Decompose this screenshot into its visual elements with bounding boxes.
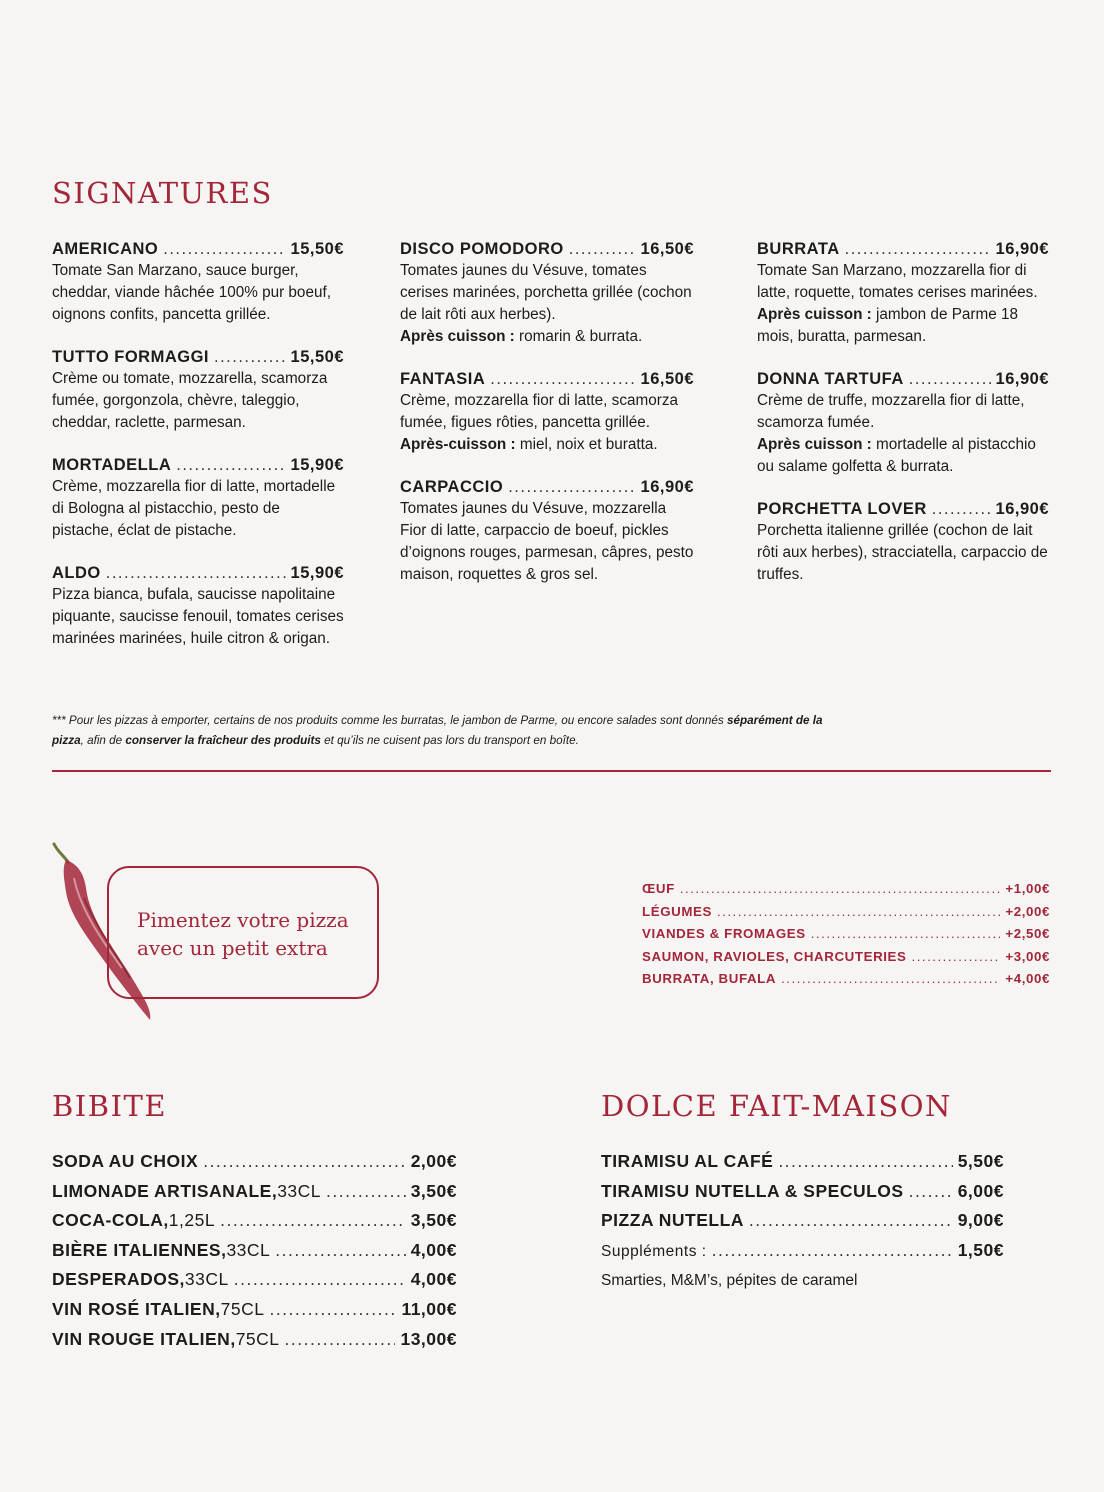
extra-item bbox=[642, 968, 1050, 991]
leader-dots bbox=[490, 368, 635, 390]
description-text: Tomates jaunes du Vésuve, tomates cerises marinées, porchetta grillée (cochon de lait rôti aux herbes). bbox=[400, 262, 692, 323]
item-name: TIRAMISU AL CAFÉ bbox=[601, 1151, 774, 1171]
item-name: PORCHETTA LOVER bbox=[757, 500, 927, 518]
description-line bbox=[757, 260, 1049, 304]
description-text: Crème ou tomate, mozzarella, scamorza fumée, gorgonzola, chèvre, taleggio, cheddar, raclette, parmesan. bbox=[52, 370, 328, 431]
description-text: Crème, mozzarella fior di latte, scamorza fumée, figues rôties, pancetta grillée. bbox=[400, 392, 678, 431]
item-size: 33CL bbox=[277, 1180, 322, 1201]
drink-item bbox=[52, 1206, 457, 1236]
pizza-description bbox=[52, 584, 344, 650]
dessert-item bbox=[601, 1147, 1004, 1177]
extra-item bbox=[642, 923, 1050, 946]
extras-callout-text: Pimentez votre pizza avec un petit extra bbox=[137, 908, 349, 960]
leader-dots bbox=[680, 878, 1001, 901]
item-price: 15,50€ bbox=[290, 348, 344, 366]
leader-dots bbox=[717, 901, 1000, 924]
item-name: AMERICANO bbox=[52, 240, 159, 258]
item-name: CARPACCIO bbox=[400, 478, 504, 496]
leader-dots bbox=[220, 1206, 406, 1236]
extras-list bbox=[642, 878, 1050, 991]
extra-item bbox=[642, 901, 1050, 924]
pizza-description bbox=[400, 498, 694, 586]
extra-item bbox=[642, 878, 1050, 901]
extra-item bbox=[642, 946, 1050, 969]
drink-item bbox=[52, 1295, 457, 1325]
item-price: 11,00€ bbox=[401, 1298, 457, 1319]
leader-dots bbox=[214, 346, 286, 368]
description-text: jambon de Parme 18 mois, buratta, parmesan. bbox=[757, 306, 1019, 345]
leader-dots bbox=[176, 454, 285, 476]
description-line bbox=[52, 260, 344, 326]
bibite-list bbox=[52, 1147, 457, 1354]
signatures-column-3 bbox=[757, 238, 1049, 606]
pizza-description bbox=[400, 260, 694, 348]
item-price: 4,00€ bbox=[410, 1239, 457, 1260]
pizza-item bbox=[52, 238, 344, 326]
pizza-header bbox=[757, 238, 1049, 260]
supplement-price: 1,50€ bbox=[957, 1239, 1004, 1260]
pizza-header bbox=[757, 368, 1049, 390]
leader-dots bbox=[781, 968, 1000, 991]
pizza-description bbox=[52, 260, 344, 326]
item-price: 3,50€ bbox=[410, 1180, 457, 1201]
item-size: 75CL bbox=[220, 1298, 265, 1319]
pizza-item bbox=[757, 498, 1049, 586]
description-text: Tomate San Marzano, mozzarella fior di latte, roquette, tomates cerises marinées. bbox=[757, 262, 1038, 301]
item-price: 16,90€ bbox=[995, 370, 1049, 388]
item-name: DISCO POMODORO bbox=[400, 240, 564, 258]
item-name: LÉGUMES bbox=[642, 903, 712, 919]
description-line bbox=[52, 584, 344, 650]
bibite-title: BIBITE bbox=[52, 1089, 168, 1123]
description-text: mortadelle al pistacchio ou salame golfetta & burrata. bbox=[757, 436, 1036, 475]
signatures-column-2 bbox=[400, 238, 694, 606]
item-size: 33CL bbox=[226, 1239, 271, 1260]
pizza-header bbox=[52, 454, 344, 476]
pizza-header bbox=[757, 498, 1049, 520]
item-price: 2,00€ bbox=[410, 1151, 457, 1171]
description-text: Tomate San Marzano, sauce burger, cheddar, viande hâchée 100% pur boeuf, oignons confits, pancetta grillée. bbox=[52, 262, 331, 323]
leader-dots bbox=[234, 1265, 406, 1295]
pizza-description bbox=[52, 476, 344, 542]
description-text: Crème de truffe, mozzarella fior di latte, scamorza fumée. bbox=[757, 392, 1025, 431]
pizza-description bbox=[757, 260, 1049, 348]
leader-dots bbox=[269, 1295, 396, 1325]
leader-dots bbox=[811, 923, 1001, 946]
pizza-item bbox=[52, 562, 344, 650]
item-name: PIZZA NUTELLA bbox=[601, 1210, 744, 1231]
item-price: 9,00€ bbox=[957, 1210, 1004, 1231]
pizza-header bbox=[52, 562, 344, 584]
pizza-item bbox=[52, 454, 344, 542]
item-name: VIANDES & FROMAGES bbox=[642, 926, 806, 941]
description-bold: Après-cuisson : bbox=[400, 436, 516, 453]
item-price: 6,00€ bbox=[957, 1180, 1004, 1201]
drink-item bbox=[52, 1236, 457, 1266]
leader-dots bbox=[909, 368, 991, 390]
item-price: 3,50€ bbox=[410, 1210, 457, 1231]
item-name: COCA-COLA, bbox=[52, 1210, 169, 1231]
drink-item bbox=[52, 1147, 457, 1177]
dolce-list bbox=[601, 1147, 1004, 1296]
leader-dots bbox=[106, 562, 286, 584]
description-line bbox=[400, 498, 694, 586]
description-line bbox=[52, 476, 344, 542]
signatures-column-1 bbox=[52, 238, 344, 670]
item-name: VIN ROSÉ ITALIEN, bbox=[52, 1298, 221, 1319]
pizza-item bbox=[757, 368, 1049, 478]
item-price: 15,90€ bbox=[290, 564, 344, 582]
leader-dots bbox=[845, 238, 991, 260]
description-line bbox=[757, 304, 1049, 348]
item-price: 16,90€ bbox=[640, 478, 694, 496]
leader-dots bbox=[326, 1177, 406, 1207]
pizza-item bbox=[757, 238, 1049, 348]
item-price: 16,90€ bbox=[995, 240, 1049, 258]
item-price: 5,50€ bbox=[957, 1151, 1004, 1171]
item-size: 75CL bbox=[235, 1328, 280, 1349]
pizza-description bbox=[52, 368, 344, 434]
pizza-item bbox=[400, 368, 694, 456]
dessert-item bbox=[601, 1206, 1004, 1236]
leader-dots bbox=[912, 946, 1001, 969]
item-name: SODA AU CHOIX bbox=[52, 1151, 199, 1171]
leader-dots bbox=[909, 1177, 953, 1207]
leader-dots bbox=[778, 1147, 952, 1177]
item-name: ALDO bbox=[52, 564, 101, 582]
description-line bbox=[52, 368, 344, 434]
item-price: 16,50€ bbox=[640, 370, 694, 388]
leader-dots bbox=[163, 238, 285, 260]
dessert-item bbox=[601, 1177, 1004, 1207]
item-price: +3,00€ bbox=[1005, 948, 1050, 964]
description-line bbox=[757, 434, 1049, 478]
item-price: 15,50€ bbox=[290, 240, 344, 258]
description-text: Pizza bianca, bufala, saucisse napolitaine piquante, saucisse fenouil, tomates cerises marinées marinées, huile citron & origan. bbox=[52, 586, 344, 647]
description-line bbox=[757, 390, 1049, 434]
pizza-header bbox=[400, 368, 694, 390]
description-line bbox=[400, 434, 694, 456]
item-price: 13,00€ bbox=[400, 1328, 457, 1349]
pizza-header bbox=[400, 238, 694, 260]
pizza-description bbox=[757, 520, 1049, 586]
item-price: +2,50€ bbox=[1005, 926, 1050, 941]
dolce-title: DOLCE FAIT-MAISON bbox=[601, 1089, 952, 1123]
description-bold: Après cuisson : bbox=[400, 328, 515, 345]
description-line bbox=[400, 326, 694, 348]
item-price: 16,90€ bbox=[995, 500, 1049, 518]
description-bold: Après cuisson : bbox=[757, 306, 872, 323]
drink-item bbox=[52, 1177, 457, 1207]
supplement-note: Smarties, M&M’s, pépites de caramel bbox=[601, 1272, 858, 1290]
description-line bbox=[400, 260, 694, 326]
item-size: 33CL bbox=[184, 1269, 229, 1290]
item-name: ŒUF bbox=[642, 881, 675, 896]
description-text: miel, noix et buratta. bbox=[515, 436, 658, 453]
description-bold: Après cuisson : bbox=[757, 436, 872, 453]
item-name: BURRATA bbox=[757, 240, 840, 258]
section-divider bbox=[52, 770, 1051, 772]
item-price: +2,00€ bbox=[1005, 903, 1050, 919]
description-line bbox=[400, 390, 694, 434]
dolce-supplement-row bbox=[601, 1236, 1004, 1267]
item-price: 16,50€ bbox=[640, 240, 694, 258]
pizza-item bbox=[52, 346, 344, 434]
pizza-item bbox=[400, 238, 694, 348]
description-text: romarin & burrata. bbox=[514, 328, 643, 345]
description-text: Crème, mozzarella fior di latte, mortadelle di Bologna al pistacchio, pesto de pistache, éclat de pistache. bbox=[52, 478, 336, 539]
leader-dots bbox=[712, 1236, 953, 1266]
pizza-header bbox=[400, 476, 694, 498]
item-name: MORTADELLA bbox=[52, 456, 172, 474]
leader-dots bbox=[749, 1206, 953, 1236]
leader-dots bbox=[203, 1147, 406, 1177]
item-name: BIÈRE ITALIENNES, bbox=[52, 1239, 227, 1260]
item-name: LIMONADE ARTISANALE, bbox=[52, 1180, 278, 1201]
description-line bbox=[757, 520, 1049, 586]
item-name: TIRAMISU NUTELLA & SPECULOS bbox=[601, 1180, 904, 1201]
leader-dots bbox=[508, 476, 635, 498]
supplement-label: Suppléments : bbox=[601, 1242, 707, 1260]
item-size: 1,25L bbox=[168, 1210, 216, 1231]
takeaway-note: *** Pour les pizzas à emporter, certains de nos produits comme les burratas, le jambon de Parme, ou encore salades sont donnés séparément de la pizza, afin de conserver la fraîcheur des produits et qu’ils ne cuisent pas lors du transport en boîte. bbox=[52, 714, 823, 747]
signatures-title: SIGNATURES bbox=[52, 176, 273, 210]
item-name: FANTASIA bbox=[400, 370, 486, 388]
drink-item bbox=[52, 1325, 457, 1355]
item-price: 15,90€ bbox=[290, 456, 344, 474]
item-price: 4,00€ bbox=[410, 1269, 457, 1290]
pizza-header bbox=[52, 346, 344, 368]
leader-dots bbox=[932, 498, 991, 520]
pizza-header bbox=[52, 238, 344, 260]
pizza-description bbox=[400, 390, 694, 456]
item-price: +1,00€ bbox=[1005, 881, 1050, 896]
pizza-item bbox=[400, 476, 694, 586]
item-name: SAUMON, RAVIOLES, CHARCUTERIES bbox=[642, 948, 907, 964]
item-name: BURRATA, BUFALA bbox=[642, 971, 777, 986]
description-text: Tomates jaunes du Vésuve, mozzarella Fior di latte, carpaccio de boeuf, pickles d’oignons rouges, parmesan, câpres, pesto maison, roquettes & gros sel. bbox=[400, 500, 694, 583]
item-name: DESPERADOS, bbox=[52, 1269, 185, 1290]
leader-dots bbox=[569, 238, 636, 260]
item-price: +4,00€ bbox=[1005, 971, 1050, 986]
drink-item bbox=[52, 1265, 457, 1295]
leader-dots bbox=[275, 1236, 405, 1266]
item-name: VIN ROUGE ITALIEN, bbox=[52, 1328, 236, 1349]
pizza-description bbox=[757, 390, 1049, 478]
description-text: Porchetta italienne grillée (cochon de lait rôti aux herbes), stracciatella, carpaccio de truffes. bbox=[757, 522, 1048, 583]
leader-dots bbox=[285, 1325, 396, 1355]
item-name: DONNA TARTUFA bbox=[757, 370, 904, 388]
item-name: TUTTO FORMAGGI bbox=[52, 348, 210, 366]
